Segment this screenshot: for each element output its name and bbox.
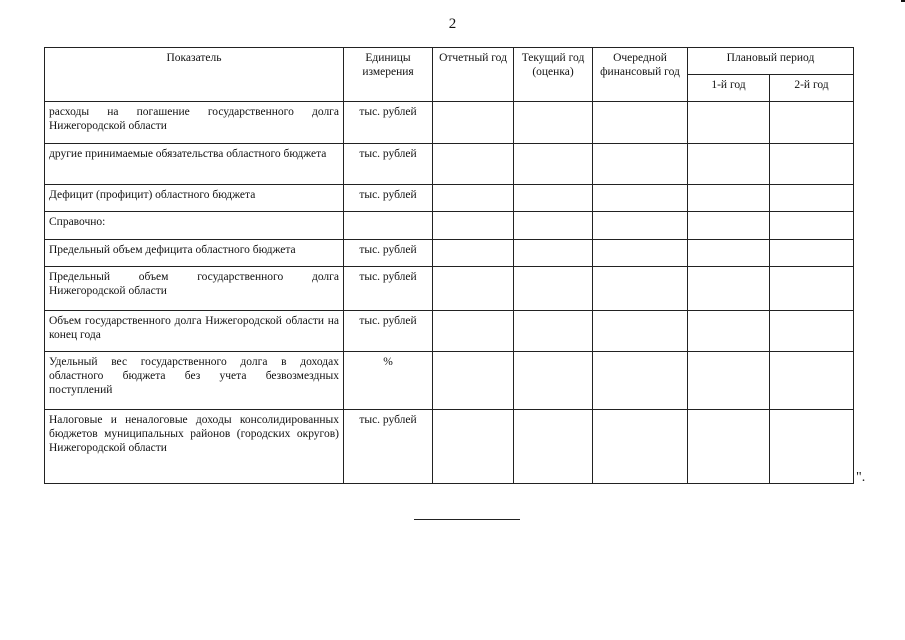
row-unit: тыс. рублей xyxy=(344,144,433,185)
row-indicator: Объем государственного долга Нижегородской области на конец года xyxy=(45,311,344,352)
cell-year-1 xyxy=(688,102,770,144)
row-indicator: Дефицит (профицит) областного бюджета xyxy=(45,185,344,212)
header-indicator: Показатель xyxy=(45,48,344,102)
row-unit: тыс. рублей xyxy=(344,102,433,144)
table-row xyxy=(45,410,854,484)
row-unit: % xyxy=(344,352,433,410)
cell-next-year xyxy=(593,144,688,185)
header-planning-period: Плановый период xyxy=(688,48,854,75)
row-unit: тыс. рублей xyxy=(344,240,433,267)
row-indicator: расходы на погашение государственного долга Нижегородской области xyxy=(45,102,344,144)
row-unit: тыс. рублей xyxy=(344,410,433,484)
cell-year-2 xyxy=(770,144,854,185)
table-row xyxy=(45,352,854,410)
cell-next-year xyxy=(593,240,688,267)
cell-year-2 xyxy=(770,311,854,352)
budget-indicators-table xyxy=(44,47,854,484)
cell-next-year xyxy=(593,185,688,212)
cell-report-year xyxy=(433,185,514,212)
cell-year-2 xyxy=(770,102,854,144)
cell-year-1 xyxy=(688,410,770,484)
cell-report-year xyxy=(433,267,514,311)
row-unit: тыс. рублей xyxy=(344,185,433,212)
cell-next-year xyxy=(593,267,688,311)
row-indicator: другие принимаемые обязательства областного бюджета xyxy=(45,144,344,185)
cell-year-1 xyxy=(688,240,770,267)
cell-next-year xyxy=(593,311,688,352)
header-year-1: 1-й год xyxy=(688,75,770,102)
cell-current-year xyxy=(514,267,593,311)
cell-report-year xyxy=(433,240,514,267)
header-next-fiscal-year: Очередной финансовый год xyxy=(593,48,688,102)
cell-year-2 xyxy=(770,410,854,484)
cell-next-year xyxy=(593,352,688,410)
table-row xyxy=(45,212,854,240)
cell-year-1 xyxy=(688,311,770,352)
row-unit: тыс. рублей xyxy=(344,311,433,352)
cell-year-2 xyxy=(770,352,854,410)
cell-current-year xyxy=(514,144,593,185)
cell-current-year xyxy=(514,102,593,144)
cell-year-2 xyxy=(770,267,854,311)
cell-report-year xyxy=(433,102,514,144)
row-indicator: Налоговые и неналоговые доходы консолидированных бюджетов муниципальных районов (городских округов) Нижегородской области xyxy=(45,410,344,484)
cell-current-year xyxy=(514,311,593,352)
table-row xyxy=(45,144,854,185)
row-indicator: Предельный объем дефицита областного бюджета xyxy=(45,240,344,267)
cell-report-year xyxy=(433,144,514,185)
scan-corner-mark xyxy=(901,0,905,2)
table-row xyxy=(45,240,854,267)
cell-year-1 xyxy=(688,185,770,212)
cell-report-year xyxy=(433,212,514,240)
cell-year-2 xyxy=(770,212,854,240)
cell-current-year xyxy=(514,410,593,484)
table-row xyxy=(45,102,854,144)
cell-report-year xyxy=(433,352,514,410)
row-unit: тыс. рублей xyxy=(344,267,433,311)
cell-current-year xyxy=(514,185,593,212)
cell-current-year xyxy=(514,212,593,240)
header-current-year: Текущий год (оценка) xyxy=(514,48,593,102)
row-unit xyxy=(344,212,433,240)
cell-next-year xyxy=(593,212,688,240)
closing-quote: ". xyxy=(856,470,866,485)
header-year-2: 2-й год xyxy=(770,75,854,102)
cell-year-2 xyxy=(770,240,854,267)
cell-current-year xyxy=(514,240,593,267)
cell-current-year xyxy=(514,352,593,410)
end-divider-line xyxy=(414,519,520,520)
header-report-year: Отчетный год xyxy=(433,48,514,102)
cell-year-1 xyxy=(688,212,770,240)
page-number: 2 xyxy=(448,16,457,32)
row-indicator: Предельный объем государственного долга Нижегородской области xyxy=(45,267,344,311)
table-row xyxy=(45,311,854,352)
table-row xyxy=(45,267,854,311)
table-row xyxy=(45,185,854,212)
cell-year-1 xyxy=(688,267,770,311)
cell-report-year xyxy=(433,410,514,484)
cell-next-year xyxy=(593,410,688,484)
row-indicator: Справочно: xyxy=(45,212,344,240)
cell-report-year xyxy=(433,311,514,352)
header-units: Единицы измерения xyxy=(344,48,433,102)
cell-year-1 xyxy=(688,352,770,410)
cell-next-year xyxy=(593,102,688,144)
row-indicator: Удельный вес государственного долга в доходах областного бюджета без учета безвозмездных поступлений xyxy=(45,352,344,410)
cell-year-1 xyxy=(688,144,770,185)
cell-year-2 xyxy=(770,185,854,212)
